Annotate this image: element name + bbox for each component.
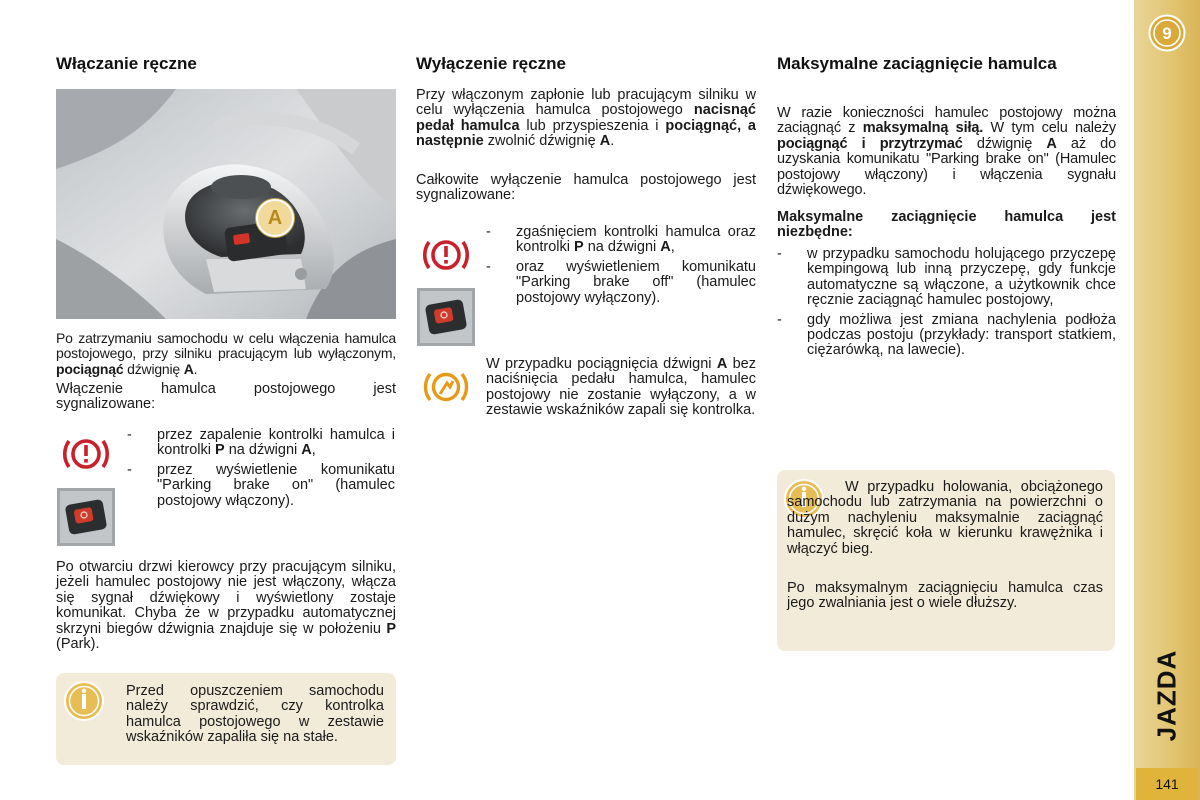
col2-para1: Przy włączonym zapłonie lub pracującym silniku w celu wyłączenia hamulca postojowego nacisnąć pedał hamulca lub przyspieszenia i pociągnąć, a następnie zwolnić dźwignię A.: [416, 87, 756, 150]
col3-para1: W razie konieczności hamulec postojowy można zaciągnąć z maksymalną siłą. W tym celu należy pociągnąć i przytrzymać dźwignię A aż do uzyskania komunikatu "Parking brake on" (Hamulec postojowy włączony) i włączenia sygnału dźwiękowego.: [777, 105, 1116, 199]
check-note: [56, 673, 396, 765]
info-icon: [63, 680, 105, 722]
parking-brake-photo: [56, 89, 396, 319]
towing-note: [777, 470, 1115, 651]
towing-note-text: W przypadku holowania, obciążonego samochodu lub zatrzymania na powierzchni o dużym nachyleniu maksymalnie zaciągnąć hamulec, skręcić koła w kierunku krawężnika i włączyć bieg.: [787, 479, 1103, 557]
brake-fault-icon: [420, 366, 472, 408]
towing-note-text-2: Po maksymalnym zaciągnięciu hamulca czas jego zwalniania jest o wiele dłuższy.: [787, 580, 1103, 612]
heading-max-apply: Maksymalne zaciągnięcie hamulca: [777, 54, 1057, 73]
parking-button-icon: [417, 288, 475, 346]
heading-manual-release: Wyłączenie ręczne: [416, 54, 566, 73]
col2-para3: W przypadku pociągnięcia dźwigni A bez naciśnięcia pedału hamulca, hamulec postojowy nie zostanie wyłączony, a w zestawie wskaźników zapali się kontrolka.: [486, 356, 756, 419]
parking-button-icon: [57, 488, 115, 546]
check-note-text: Przed opuszczeniem samochodu należy sprawdzić, czy kontrolka hamulca postojowego w zestawie wskaźników zapaliła się na stałe.: [126, 683, 384, 746]
list-item: - oraz wyświetleniem komunikatu "Parking brake off" (hamulec postojowy wyłączony).: [486, 258, 756, 306]
chapter-number: 9: [1162, 24, 1172, 43]
col1-para2: Włączenie hamulca postojowego jest sygnalizowane:: [56, 381, 396, 413]
chapter-badge-icon: [1148, 14, 1186, 52]
page-number: 141: [1136, 768, 1198, 800]
list-item: - przez wyświetlenie komunikatu "Parking brake on" (hamulec postojowy włączony).: [127, 461, 395, 509]
col2-list: [486, 225, 756, 309]
list-item: - zgaśnięciem kontrolki hamulca oraz kontrolki P na dźwigni A,: [486, 224, 756, 256]
col3-list: [777, 247, 1116, 362]
col1-para1: Po zatrzymaniu samochodu w celu włączenia hamulca postojowego, przy silniku pracującym lub wyłączonym, pociągnąć dźwignię A.: [56, 330, 396, 377]
callout-a: A: [256, 199, 294, 237]
col1-para3: Po otwarciu drzwi kierowcy przy pracującym silniku, jeżeli hamulec postojowy nie jest włączony, włącza się sygnał dźwiękowy i wyświetlony zostaje komunikat. Chyba że w przypadku automatycznej skrzyni biegów dźwignia znajduje się w położeniu P (Park).: [56, 559, 396, 653]
list-item: - gdy możliwa jest zmiana nachylenia podłoża podczas postoju (przykłady: transport statkiem, ciężarówką, na lawecie).: [777, 311, 1116, 359]
list-item: - w przypadku samochodu holującego przyczepę kempingową lub inną przyczepę, gdy funkcje automatyczne są włączone, a użytkownik chce ręcznie zaciągnąć hamulec postojowy,: [777, 246, 1116, 309]
brake-warning-icon: [60, 432, 112, 476]
heading-manual-apply: Włączanie ręczne: [56, 54, 197, 73]
chapter-label: JAZDA: [1151, 649, 1182, 741]
brake-warning-icon: [420, 233, 472, 277]
col2-para2: Całkowite wyłączenie hamulca postojowego jest sygnalizowane:: [416, 172, 756, 204]
list-item: - przez zapalenie kontrolki hamulca i kontrolki P na dźwigni A,: [127, 427, 395, 459]
col1-list: [127, 428, 395, 512]
col3-subheading: Maksymalne zaciągnięcie hamulca jest niezbędne:: [777, 209, 1116, 241]
